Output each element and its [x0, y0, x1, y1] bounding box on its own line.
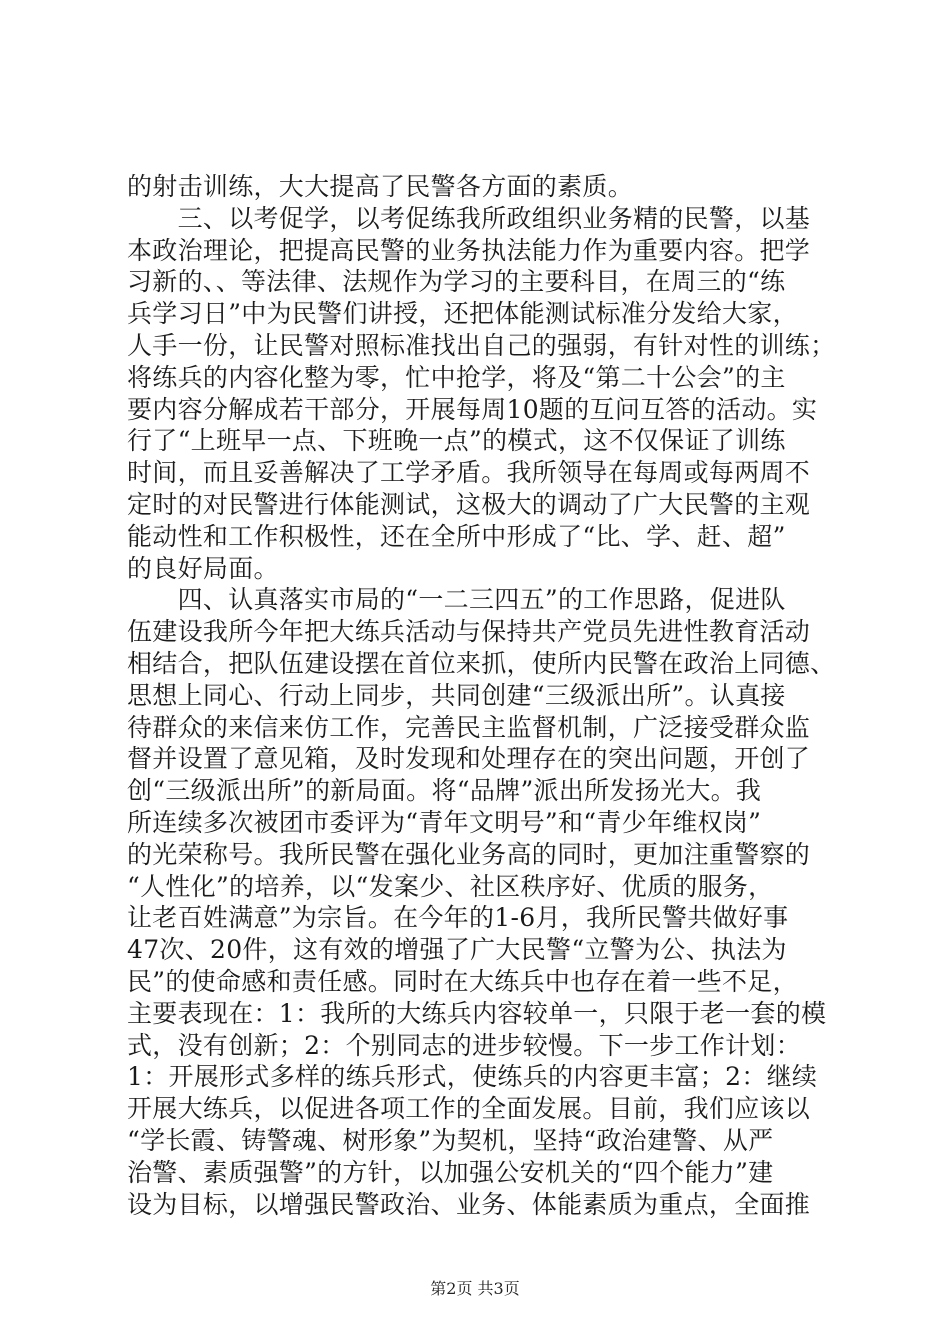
text-line: 四、认真落实市局的“一二三四五”的工作思路，促进队: [127, 585, 786, 615]
text-line: 的光荣称号。我所民警在强化业务高的同时，更加注重警察的: [127, 839, 811, 869]
text-line: 思想上同心、行动上同步，共同创建“三级派出所”。认真接: [127, 680, 786, 710]
text-line: 1：开展形式多样的练兵形式，使练兵的内容更丰富；2：继续: [127, 1062, 818, 1092]
text-line: 的良好局面。: [127, 553, 279, 583]
text-line: 人手一份，让民警对照标准找出自己的强弱，有针对性的训练；: [127, 330, 836, 360]
text-line: 行了“上班早一点、下班晚一点”的模式，这不仅保证了训练: [127, 426, 786, 456]
text-line: 的射击训练，大大提高了民警各方面的素质。: [127, 172, 634, 201]
text-line: 定时的对民警进行体能测试，这极大的调动了广大民警的主观: [127, 489, 811, 519]
text-line: 本政治理论，把提高民警的业务执法能力作为重要内容。把学: [127, 235, 811, 265]
page-number-footer: 第2页 共3页: [430, 1279, 520, 1298]
text-line: 伍建设我所今年把大练兵活动与保持共产党员先进性教育活动: [127, 617, 811, 647]
text-line: 让老百姓满意”为宗旨。在今年的1-6月，我所民警共做好事: [127, 903, 789, 933]
text-line: 治警、素质强警”的方针，以加强公安机关的“四个能力”建: [127, 1157, 774, 1187]
text-line: “人性化”的培养，以“发案少、社区秩序好、优质的服务，: [127, 871, 774, 901]
text-line: 时间，而且妥善解决了工学矛盾。我所领导在每周或每两周不: [127, 458, 811, 488]
text-line: 所连续多次被团市委评为“青年文明号”和“青少年维权岗”: [127, 807, 762, 837]
body-text: [127, 171, 836, 1220]
text-line: 式，没有创新；2：个别同志的进步较慢。下一步工作计划：: [127, 1030, 802, 1060]
text-line: 将练兵的内容化整为零，忙中抢学，将及“第二十公会”的主: [127, 362, 786, 392]
text-line: “学长霞、铸警魂、树形象”为契机，坚持“政治建警、从严: [127, 1125, 774, 1155]
text-line: 督并设置了意见箱，及时发现和处理存在的突出问题，开创了: [127, 744, 811, 774]
text-line: 待群众的来信来仿工作，完善民主监督机制，广泛接受群众监: [127, 712, 811, 742]
text-line: 相结合，把队伍建设摆在首位来抓，使所内民警在政治上同德、: [127, 648, 836, 678]
text-line: 民”的使命感和责任感。同时在大练兵中也存在着一些不足，: [127, 966, 798, 996]
text-line: 开展大练兵，以促进各项工作的全面发展。目前，我们应该以: [127, 1094, 811, 1124]
text-line: 设为目标，以增强民警政治、业务、体能素质为重点，全面推: [127, 1189, 811, 1219]
text-line: 47次、20件，这有效的增强了广大民警“立警为公、执法为: [127, 935, 787, 965]
text-line: 三、以考促学，以考促练我所政组织业务精的民警，以基: [127, 203, 811, 233]
text-line: 主要表现在：1：我所的大练兵内容较单一，只限于老一套的模: [127, 998, 827, 1028]
text-line: 兵学习日”中为民警们讲授，还把体能测试标准分发给大家，: [127, 299, 798, 329]
text-line: 能动性和工作积极性，还在全所中形成了“比、学、赶、超”: [127, 521, 786, 551]
text-line: 习新的、、等法律、法规作为学习的主要科目，在周三的“练: [127, 267, 786, 297]
text-line: 要内容分解成若干部分，开展每周10题的互问互答的活动。实: [127, 394, 818, 424]
text-line: 创“三级派出所”的新局面。将“品牌”派出所发扬光大。我: [127, 776, 762, 806]
